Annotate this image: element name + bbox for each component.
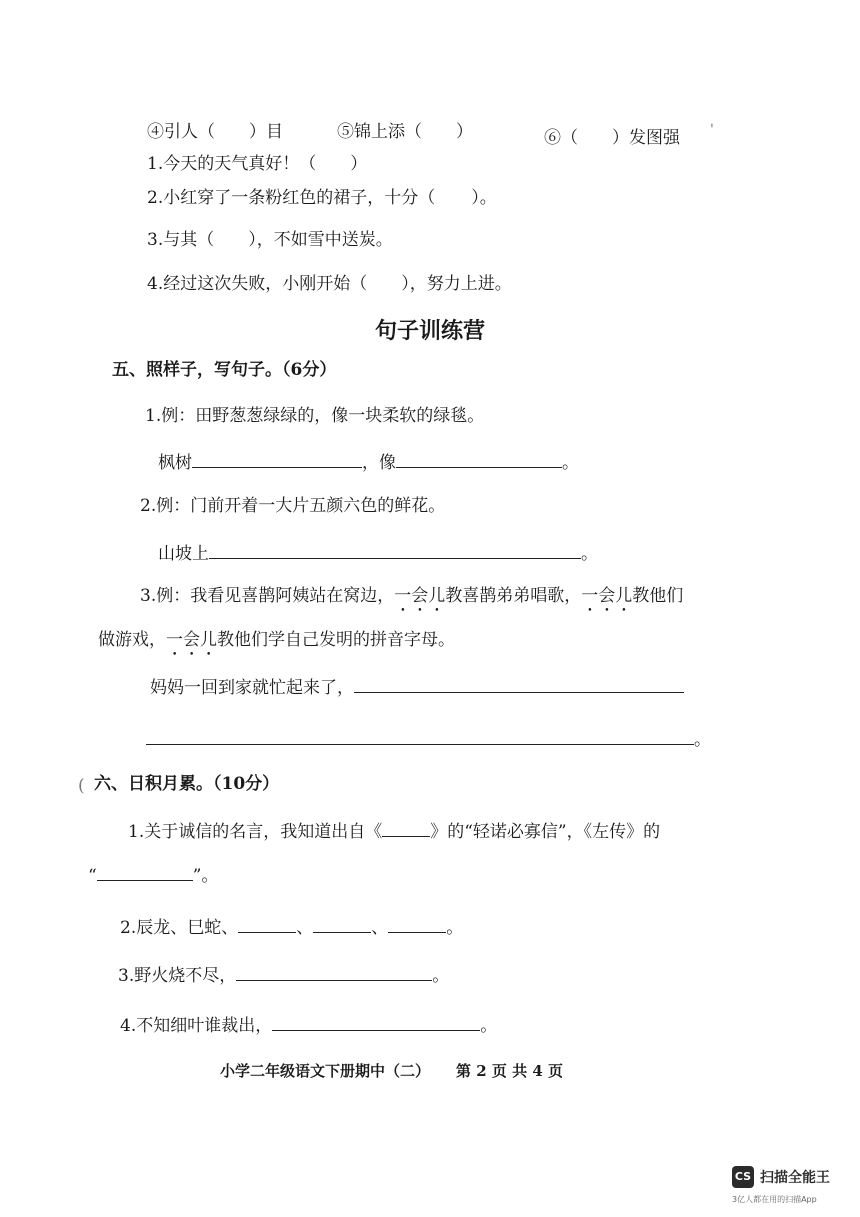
answer-3-continued — [146, 726, 711, 752]
answer-2-blank[interactable] — [209, 540, 581, 559]
accumulation-3-text: 3.野火烧不尽， — [118, 966, 237, 986]
example-3-line-1 — [140, 584, 683, 616]
page-footer — [220, 1060, 563, 1081]
accumulation-2-blank-a[interactable] — [238, 914, 296, 933]
fill-question-2-end: ）。 — [471, 188, 497, 208]
accumulation-2-blank-c[interactable] — [388, 914, 446, 933]
answer-1-subject: 枫树 — [158, 453, 192, 473]
accumulation-1-blank-b[interactable] — [97, 862, 193, 881]
answer-1-blank-a[interactable] — [192, 449, 362, 468]
example-3-text-h: 教他们学自己发明的拼音字母。 — [217, 630, 455, 650]
accumulation-1-continued — [88, 862, 218, 888]
accumulation-4 — [120, 1012, 497, 1038]
accumulation-1-text-b: 》的“轻诺必寡信”，《左传》的 — [430, 822, 661, 842]
answer-2-end: 。 — [581, 544, 598, 564]
watermark-title: 扫描全能王 — [760, 1170, 830, 1186]
example-3-text-f: 做游戏， — [98, 630, 166, 650]
watermark-subtitle: 3亿人都在用的扫描App — [732, 1195, 817, 1204]
camscanner-logo-icon: CS — [732, 1166, 754, 1188]
accumulation-3-end: 。 — [432, 966, 450, 986]
fill-question-1: 1.今天的天气真好！（ ） — [147, 154, 368, 174]
emphasis-word: 一会儿 — [166, 630, 217, 650]
answer-3-prompt: 妈妈一回到家就忙起来了， — [150, 678, 354, 698]
fill-question-3: 3.与其（ ），不如雪中送炭。 — [147, 230, 393, 250]
accumulation-2-end: 。 — [446, 918, 464, 938]
accumulation-3-blank[interactable] — [236, 962, 432, 981]
example-2: 2.例：门前开着一大片五颜六色的鲜花。 — [140, 496, 446, 516]
separator: 、 — [296, 918, 314, 938]
section-5-heading: 五、照样子，写句子。（6分） — [112, 360, 337, 380]
section-6-heading: 六、日积月累。（10分） — [94, 774, 280, 794]
accumulation-2-blank-b[interactable] — [313, 914, 371, 933]
accumulation-4-end: 。 — [480, 1016, 498, 1036]
section-title: 句子训练营 — [374, 319, 485, 344]
accumulation-2 — [120, 914, 463, 940]
answer-1-like: ，像 — [362, 453, 396, 473]
idiom-item-4: ④引人（ ）目 — [147, 122, 283, 142]
answer-3-blank-a[interactable] — [354, 674, 684, 693]
accumulation-4-blank[interactable] — [272, 1012, 480, 1031]
example-3-text-e: 教他们 — [632, 586, 684, 606]
scanner-watermark — [732, 1166, 842, 1206]
idiom-item-6: ⑥（ ）发图强 — [544, 128, 680, 148]
exam-name: 小学二年级语文下册期中（二） — [220, 1062, 431, 1080]
fill-question-2-text: 2.小红穿了一条粉红色的裙子，十分（ — [147, 188, 436, 208]
open-quote: “ — [88, 866, 97, 886]
corner-mark: ' — [710, 122, 714, 138]
fill-question-2 — [147, 186, 497, 210]
example-1: 1.例：田野葱葱绿绿的，像一块柔软的绿毯。 — [145, 406, 485, 426]
emphasis-word: 一会儿 — [581, 586, 633, 606]
answer-1 — [158, 449, 579, 475]
accumulation-4-text: 4.不知细叶谁裁出， — [120, 1016, 273, 1036]
answer-3 — [150, 674, 684, 700]
accumulation-1-blank-a[interactable] — [382, 818, 430, 837]
idiom-item-5: ⑤锦上添（ ） — [337, 122, 473, 142]
fill-question-4: 4.经过这次失败，小刚开始（ ），努力上进。 — [147, 274, 512, 294]
answer-2-subject: 山坡上 — [158, 544, 209, 564]
stray-mark: ( — [78, 776, 85, 796]
answer-1-blank-b[interactable] — [396, 449, 562, 468]
answer-3-blank-b[interactable] — [146, 726, 694, 745]
page-number: 第 2 页 共 4 页 — [456, 1062, 564, 1080]
example-3-line-2 — [98, 628, 455, 660]
close-quote: ”。 — [192, 866, 219, 886]
emphasis-word: 一会儿 — [394, 586, 446, 606]
accumulation-1 — [128, 818, 660, 844]
accumulation-1-text-a: 1.关于诚信的名言，我知道出自《 — [128, 822, 383, 842]
answer-1-end: 。 — [562, 453, 579, 473]
answer-2 — [158, 540, 598, 566]
accumulation-2-text: 2.辰龙、巳蛇、 — [120, 918, 239, 938]
answer-3-end: 。 — [694, 730, 711, 750]
example-3-text-c: 教喜鹊弟弟唱歌， — [445, 586, 582, 606]
separator: 、 — [371, 918, 389, 938]
accumulation-3 — [118, 962, 449, 988]
example-3-text-a: 3.例：我看见喜鹊阿姨站在窝边， — [140, 586, 395, 606]
